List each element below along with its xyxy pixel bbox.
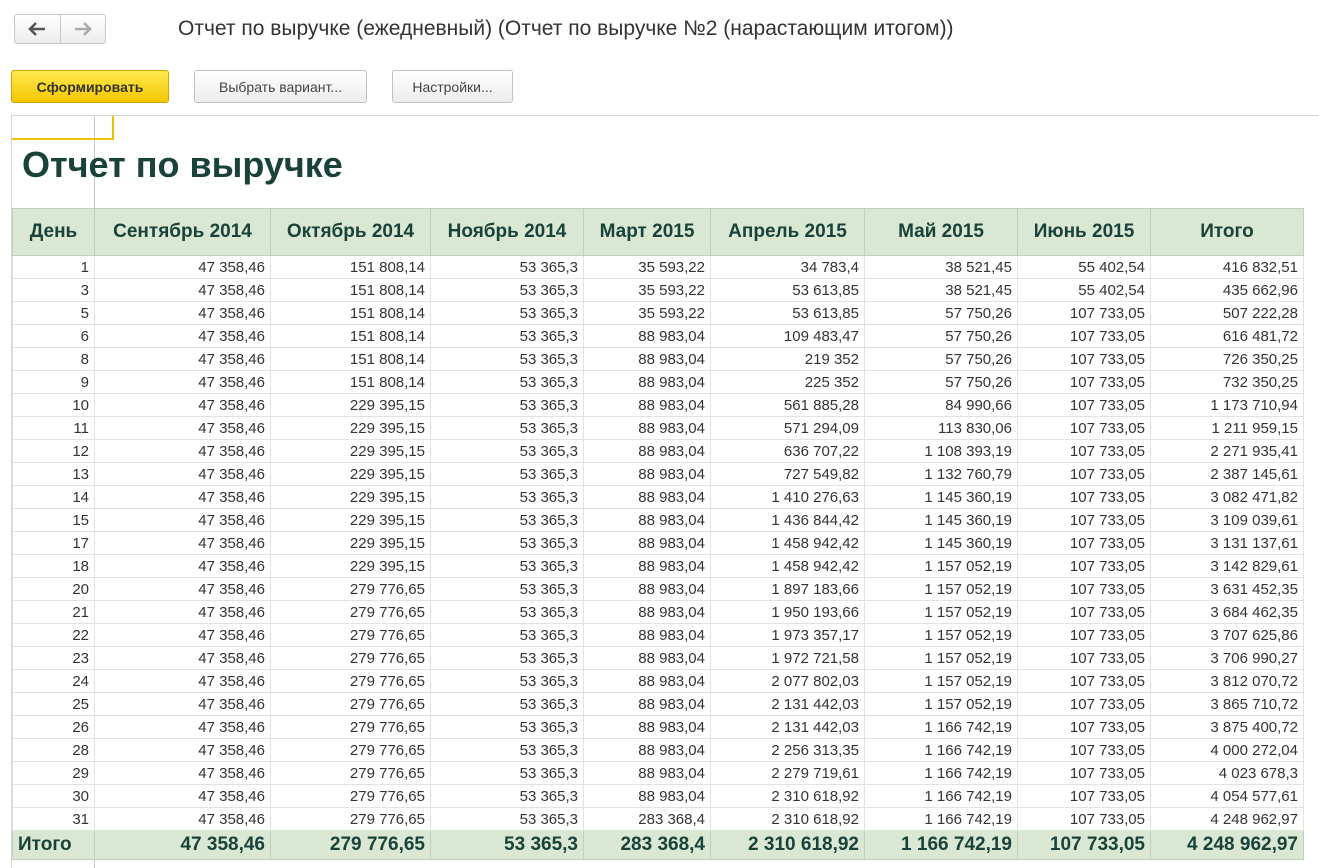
table-cell[interactable]: 47 358,46: [95, 647, 271, 670]
table-cell[interactable]: 225 352: [711, 371, 865, 394]
table-cell[interactable]: 53 365,3: [431, 532, 584, 555]
table-row: [13, 785, 1304, 808]
table-cell[interactable]: 2 131 442,03: [711, 716, 865, 739]
table-cell[interactable]: 229 395,15: [271, 440, 431, 463]
totals-cell[interactable]: 53 365,3: [431, 831, 584, 860]
table-cell[interactable]: 47 358,46: [95, 532, 271, 555]
table-cell[interactable]: 88 983,04: [584, 463, 711, 486]
table-cell[interactable]: 279 776,65: [271, 739, 431, 762]
table-cell[interactable]: 57 750,26: [865, 371, 1018, 394]
table-cell[interactable]: 616 481,72: [1151, 325, 1304, 348]
table-cell[interactable]: 219 352: [711, 348, 865, 371]
table-cell[interactable]: 47 358,46: [95, 624, 271, 647]
table-cell[interactable]: 1 157 052,19: [865, 670, 1018, 693]
table-row: [13, 463, 1304, 486]
table-cell[interactable]: 24: [13, 670, 95, 693]
table-cell[interactable]: 47 358,46: [95, 394, 271, 417]
table-cell[interactable]: 279 776,65: [271, 693, 431, 716]
column-header: Октябрь 2014: [271, 209, 431, 256]
table-cell[interactable]: 88 983,04: [584, 532, 711, 555]
table-cell[interactable]: 229 395,15: [271, 555, 431, 578]
table-cell[interactable]: 53 365,3: [431, 693, 584, 716]
table-cell[interactable]: 107 733,05: [1018, 509, 1151, 532]
table-cell[interactable]: 5: [13, 302, 95, 325]
table-cell[interactable]: 279 776,65: [271, 647, 431, 670]
table-cell[interactable]: 283 368,4: [584, 808, 711, 831]
settings-button[interactable]: Настройки...: [392, 70, 513, 103]
table-cell[interactable]: 151 808,14: [271, 371, 431, 394]
totals-cell[interactable]: 4 248 962,97: [1151, 831, 1304, 860]
table-cell[interactable]: 28: [13, 739, 95, 762]
table-cell[interactable]: 113 830,06: [865, 417, 1018, 440]
table-cell[interactable]: 1 157 052,19: [865, 624, 1018, 647]
table-cell[interactable]: 107 733,05: [1018, 762, 1151, 785]
table-cell[interactable]: 47 358,46: [95, 578, 271, 601]
totals-cell[interactable]: 2 310 618,92: [711, 831, 865, 860]
back-button[interactable]: [15, 15, 60, 43]
column-header: Май 2015: [865, 209, 1018, 256]
table-cell[interactable]: 1 132 760,79: [865, 463, 1018, 486]
table-cell[interactable]: 1 157 052,19: [865, 555, 1018, 578]
table-cell[interactable]: 47 358,46: [95, 601, 271, 624]
table-cell[interactable]: 107 733,05: [1018, 693, 1151, 716]
table-row: [13, 716, 1304, 739]
table-header-row: [13, 209, 1304, 256]
table-cell[interactable]: 47 358,46: [95, 670, 271, 693]
table-cell[interactable]: 53 365,3: [431, 302, 584, 325]
table-cell[interactable]: 47 358,46: [95, 555, 271, 578]
table-cell[interactable]: 435 662,96: [1151, 279, 1304, 302]
table-row: [13, 509, 1304, 532]
table-cell[interactable]: 2 310 618,92: [711, 785, 865, 808]
table-row: [13, 279, 1304, 302]
table-cell[interactable]: 561 885,28: [711, 394, 865, 417]
totals-row: [13, 831, 1304, 860]
table-cell[interactable]: 53 365,3: [431, 463, 584, 486]
table-cell[interactable]: 57 750,26: [865, 325, 1018, 348]
table-cell[interactable]: 9: [13, 371, 95, 394]
table-cell[interactable]: 4 000 272,04: [1151, 739, 1304, 762]
table-cell[interactable]: 3 142 829,61: [1151, 555, 1304, 578]
table-cell[interactable]: 21: [13, 601, 95, 624]
table-cell[interactable]: 34 783,4: [711, 256, 865, 279]
table-cell[interactable]: 107 733,05: [1018, 624, 1151, 647]
table-cell[interactable]: 1 166 742,19: [865, 739, 1018, 762]
table-row: [13, 762, 1304, 785]
table-cell[interactable]: 47 358,46: [95, 256, 271, 279]
table-cell[interactable]: 1 458 942,42: [711, 532, 865, 555]
table-cell[interactable]: 53 365,3: [431, 486, 584, 509]
table-cell[interactable]: 1 145 360,19: [865, 486, 1018, 509]
table-cell[interactable]: 727 549,82: [711, 463, 865, 486]
table-row: [13, 371, 1304, 394]
table-cell[interactable]: 88 983,04: [584, 578, 711, 601]
table-cell[interactable]: 88 983,04: [584, 509, 711, 532]
table-cell[interactable]: 1 157 052,19: [865, 601, 1018, 624]
table-cell[interactable]: 47 358,46: [95, 440, 271, 463]
table-cell[interactable]: 107 733,05: [1018, 486, 1151, 509]
table-cell[interactable]: 47 358,46: [95, 509, 271, 532]
table-cell[interactable]: 23: [13, 647, 95, 670]
table-cell[interactable]: 88 983,04: [584, 785, 711, 808]
table-cell[interactable]: 2 131 442,03: [711, 693, 865, 716]
table-cell[interactable]: 53 365,3: [431, 371, 584, 394]
table-cell[interactable]: 107 733,05: [1018, 417, 1151, 440]
table-cell[interactable]: 88 983,04: [584, 762, 711, 785]
table-cell[interactable]: 3 631 452,35: [1151, 578, 1304, 601]
table-cell[interactable]: 1 410 276,63: [711, 486, 865, 509]
table-cell[interactable]: 47 358,46: [95, 279, 271, 302]
table-cell[interactable]: 3 812 070,72: [1151, 670, 1304, 693]
table-cell[interactable]: 1 897 183,66: [711, 578, 865, 601]
table-cell[interactable]: 47 358,46: [95, 348, 271, 371]
table-cell[interactable]: 53 365,3: [431, 348, 584, 371]
navigation-buttons: [14, 14, 106, 44]
table-cell[interactable]: 279 776,65: [271, 716, 431, 739]
report-sheet[interactable]: [11, 115, 1319, 868]
table-cell[interactable]: 151 808,14: [271, 256, 431, 279]
table-cell[interactable]: 1 145 360,19: [865, 532, 1018, 555]
table-cell[interactable]: 2 271 935,41: [1151, 440, 1304, 463]
table-cell[interactable]: 107 733,05: [1018, 647, 1151, 670]
table-cell[interactable]: 1 436 844,42: [711, 509, 865, 532]
table-cell[interactable]: 47 358,46: [95, 486, 271, 509]
table-cell[interactable]: 38 521,45: [865, 256, 1018, 279]
table-cell[interactable]: 107 733,05: [1018, 555, 1151, 578]
table-cell[interactable]: 17: [13, 532, 95, 555]
table-cell[interactable]: 2 279 719,61: [711, 762, 865, 785]
table-cell[interactable]: 84 990,66: [865, 394, 1018, 417]
table-cell[interactable]: 1 157 052,19: [865, 693, 1018, 716]
table-cell[interactable]: 53 365,3: [431, 624, 584, 647]
table-cell[interactable]: 2 310 618,92: [711, 808, 865, 831]
table-cell[interactable]: 35 593,22: [584, 256, 711, 279]
table-cell[interactable]: 53 365,3: [431, 739, 584, 762]
table-cell[interactable]: 88 983,04: [584, 325, 711, 348]
table-cell[interactable]: 107 733,05: [1018, 302, 1151, 325]
table-cell[interactable]: 151 808,14: [271, 348, 431, 371]
table-cell[interactable]: 107 733,05: [1018, 325, 1151, 348]
table-cell[interactable]: 229 395,15: [271, 509, 431, 532]
table-cell[interactable]: 2 256 313,35: [711, 739, 865, 762]
arrow-left-icon: [28, 22, 46, 36]
table-cell[interactable]: 88 983,04: [584, 739, 711, 762]
table-cell[interactable]: 1 173 710,94: [1151, 394, 1304, 417]
table-row: [13, 693, 1304, 716]
table-row: [13, 325, 1304, 348]
table-cell[interactable]: 3: [13, 279, 95, 302]
table-cell[interactable]: 53 365,3: [431, 256, 584, 279]
table-cell[interactable]: 4 023 678,3: [1151, 762, 1304, 785]
table-cell[interactable]: 53 613,85: [711, 279, 865, 302]
table-cell[interactable]: 10: [13, 394, 95, 417]
table-cell[interactable]: 726 350,25: [1151, 348, 1304, 371]
table-cell[interactable]: 47 358,46: [95, 302, 271, 325]
table-cell[interactable]: 47 358,46: [95, 325, 271, 348]
table-cell[interactable]: 53 365,3: [431, 509, 584, 532]
table-cell[interactable]: 35 593,22: [584, 279, 711, 302]
table-cell[interactable]: 3 865 710,72: [1151, 693, 1304, 716]
table-cell[interactable]: 1 458 942,42: [711, 555, 865, 578]
table-cell[interactable]: 571 294,09: [711, 417, 865, 440]
table-cell[interactable]: 18: [13, 555, 95, 578]
table-cell[interactable]: 416 832,51: [1151, 256, 1304, 279]
table-cell[interactable]: 229 395,15: [271, 394, 431, 417]
table-row: [13, 394, 1304, 417]
table-row: [13, 417, 1304, 440]
table-cell[interactable]: 3 131 137,61: [1151, 532, 1304, 555]
table-cell[interactable]: 107 733,05: [1018, 463, 1151, 486]
table-cell[interactable]: 3 082 471,82: [1151, 486, 1304, 509]
table-cell[interactable]: 107 733,05: [1018, 716, 1151, 739]
top-bar: [0, 0, 1319, 62]
report-table: [12, 208, 1304, 860]
table-cell[interactable]: 107 733,05: [1018, 394, 1151, 417]
totals-cell[interactable]: 1 166 742,19: [865, 831, 1018, 860]
table-cell[interactable]: 88 983,04: [584, 486, 711, 509]
table-cell[interactable]: 1: [13, 256, 95, 279]
table-row: [13, 670, 1304, 693]
generate-button[interactable]: Сформировать: [11, 70, 169, 103]
table-body: [13, 256, 1304, 831]
table-cell[interactable]: 6: [13, 325, 95, 348]
table-cell[interactable]: 279 776,65: [271, 601, 431, 624]
table-cell[interactable]: 151 808,14: [271, 279, 431, 302]
table-cell[interactable]: 3 684 462,35: [1151, 601, 1304, 624]
totals-cell[interactable]: 107 733,05: [1018, 831, 1151, 860]
table-cell[interactable]: 53 365,3: [431, 808, 584, 831]
table-cell[interactable]: 88 983,04: [584, 647, 711, 670]
table-cell[interactable]: 53 365,3: [431, 325, 584, 348]
table-cell[interactable]: 53 365,3: [431, 785, 584, 808]
table-row: [13, 578, 1304, 601]
table-cell[interactable]: 151 808,14: [271, 302, 431, 325]
table-row: [13, 739, 1304, 762]
table-cell[interactable]: 1 145 360,19: [865, 509, 1018, 532]
table-cell[interactable]: 29: [13, 762, 95, 785]
table-cell[interactable]: 636 707,22: [711, 440, 865, 463]
table-cell[interactable]: 53 365,3: [431, 716, 584, 739]
table-cell[interactable]: 26: [13, 716, 95, 739]
table-cell[interactable]: 57 750,26: [865, 348, 1018, 371]
column-header: Сентябрь 2014: [95, 209, 271, 256]
table-row: [13, 302, 1304, 325]
table-row: [13, 348, 1304, 371]
table-cell[interactable]: 1 166 742,19: [865, 716, 1018, 739]
table-cell[interactable]: 53 365,3: [431, 394, 584, 417]
table-cell[interactable]: 229 395,15: [271, 486, 431, 509]
table-cell[interactable]: 55 402,54: [1018, 279, 1151, 302]
totals-cell[interactable]: 279 776,65: [271, 831, 431, 860]
table-cell[interactable]: 107 733,05: [1018, 348, 1151, 371]
totals-cell[interactable]: 47 358,46: [95, 831, 271, 860]
table-cell[interactable]: 53 365,3: [431, 279, 584, 302]
table-cell[interactable]: 53 365,3: [431, 578, 584, 601]
table-cell[interactable]: 3 707 625,86: [1151, 624, 1304, 647]
table-cell[interactable]: 3 706 990,27: [1151, 647, 1304, 670]
table-cell[interactable]: 53 365,3: [431, 555, 584, 578]
table-cell[interactable]: 107 733,05: [1018, 578, 1151, 601]
window-title: Отчет по выручке (ежедневный) (Отчет по выручке №2 (нарастающим итогом)): [178, 17, 954, 40]
table-cell[interactable]: 88 983,04: [584, 394, 711, 417]
table-cell[interactable]: 1 166 742,19: [865, 785, 1018, 808]
table-cell[interactable]: 13: [13, 463, 95, 486]
table-cell[interactable]: 229 395,15: [271, 463, 431, 486]
table-cell[interactable]: 53 365,3: [431, 670, 584, 693]
table-cell[interactable]: 38 521,45: [865, 279, 1018, 302]
table-cell[interactable]: 47 358,46: [95, 808, 271, 831]
table-cell[interactable]: 55 402,54: [1018, 256, 1151, 279]
table-cell[interactable]: 88 983,04: [584, 371, 711, 394]
select-variant-button[interactable]: Выбрать вариант...: [194, 70, 367, 103]
table-cell[interactable]: 53 365,3: [431, 647, 584, 670]
table-row: [13, 486, 1304, 509]
table-cell[interactable]: 53 365,3: [431, 417, 584, 440]
table-cell[interactable]: 47 358,46: [95, 716, 271, 739]
table-cell[interactable]: 14: [13, 486, 95, 509]
table-cell[interactable]: 1 211 959,15: [1151, 417, 1304, 440]
table-cell[interactable]: 279 776,65: [271, 762, 431, 785]
table-cell[interactable]: 279 776,65: [271, 808, 431, 831]
table-cell[interactable]: 88 983,04: [584, 693, 711, 716]
table-cell[interactable]: 2 387 145,61: [1151, 463, 1304, 486]
table-cell[interactable]: 53 365,3: [431, 601, 584, 624]
table-cell[interactable]: 47 358,46: [95, 762, 271, 785]
command-bar: [0, 68, 1319, 108]
table-row: [13, 256, 1304, 279]
table-cell[interactable]: 47 358,46: [95, 417, 271, 440]
table-cell[interactable]: 20: [13, 578, 95, 601]
table-cell[interactable]: 12: [13, 440, 95, 463]
table-cell[interactable]: 229 395,15: [271, 532, 431, 555]
table-row: [13, 440, 1304, 463]
table-cell[interactable]: 107 733,05: [1018, 601, 1151, 624]
table-cell[interactable]: 1 108 393,19: [865, 440, 1018, 463]
table-cell[interactable]: 15: [13, 509, 95, 532]
column-header: Март 2015: [584, 209, 711, 256]
table-cell[interactable]: 47 358,46: [95, 371, 271, 394]
table-cell[interactable]: 107 733,05: [1018, 670, 1151, 693]
table-cell[interactable]: 3 109 039,61: [1151, 509, 1304, 532]
table-cell[interactable]: 279 776,65: [271, 670, 431, 693]
table-cell[interactable]: 57 750,26: [865, 302, 1018, 325]
arrow-right-icon: [74, 22, 92, 36]
table-cell[interactable]: 1 950 193,66: [711, 601, 865, 624]
table-cell[interactable]: 8: [13, 348, 95, 371]
column-header: Итого: [1151, 209, 1304, 256]
table-cell[interactable]: 53 365,3: [431, 762, 584, 785]
table-row: [13, 601, 1304, 624]
table-cell[interactable]: 22: [13, 624, 95, 647]
table-cell[interactable]: 107 733,05: [1018, 532, 1151, 555]
table-cell[interactable]: 732 350,25: [1151, 371, 1304, 394]
table-cell[interactable]: 88 983,04: [584, 716, 711, 739]
table-cell[interactable]: 35 593,22: [584, 302, 711, 325]
column-header: Ноябрь 2014: [431, 209, 584, 256]
column-header: Апрель 2015: [711, 209, 865, 256]
column-header: Июнь 2015: [1018, 209, 1151, 256]
table-cell[interactable]: 107 733,05: [1018, 739, 1151, 762]
table-row: [13, 532, 1304, 555]
table-cell[interactable]: 47 358,46: [95, 785, 271, 808]
table-cell[interactable]: 4 248 962,97: [1151, 808, 1304, 831]
table-cell[interactable]: 47 358,46: [95, 739, 271, 762]
table-cell[interactable]: 31: [13, 808, 95, 831]
table-cell[interactable]: 1 157 052,19: [865, 647, 1018, 670]
table-cell[interactable]: 47 358,46: [95, 693, 271, 716]
table-cell[interactable]: 1 972 721,58: [711, 647, 865, 670]
table-cell[interactable]: 88 983,04: [584, 348, 711, 371]
table-row: [13, 624, 1304, 647]
table-cell[interactable]: 4 054 577,61: [1151, 785, 1304, 808]
table-row: [13, 808, 1304, 831]
table-cell[interactable]: 107 733,05: [1018, 440, 1151, 463]
table-cell[interactable]: 88 983,04: [584, 417, 711, 440]
totals-label[interactable]: Итого: [13, 831, 95, 860]
table-cell[interactable]: 3 875 400,72: [1151, 716, 1304, 739]
table-cell[interactable]: 88 983,04: [584, 624, 711, 647]
table-cell[interactable]: 107 733,05: [1018, 785, 1151, 808]
table-row: [13, 647, 1304, 670]
table-cell[interactable]: 25: [13, 693, 95, 716]
table-cell[interactable]: 1 973 357,17: [711, 624, 865, 647]
table-cell[interactable]: 88 983,04: [584, 670, 711, 693]
table-cell[interactable]: 88 983,04: [584, 601, 711, 624]
table-cell[interactable]: 88 983,04: [584, 440, 711, 463]
column-header: День: [13, 209, 95, 256]
active-cell-marker: [12, 116, 114, 140]
table-cell[interactable]: 1 166 742,19: [865, 762, 1018, 785]
report-title: Отчет по выручке: [22, 144, 343, 185]
table-row: [13, 555, 1304, 578]
table-cell[interactable]: 151 808,14: [271, 325, 431, 348]
table-cell[interactable]: 279 776,65: [271, 578, 431, 601]
table-cell[interactable]: 107 733,05: [1018, 808, 1151, 831]
table-cell[interactable]: 279 776,65: [271, 785, 431, 808]
table-cell[interactable]: 30: [13, 785, 95, 808]
table-cell[interactable]: 279 776,65: [271, 624, 431, 647]
table-cell[interactable]: 507 222,28: [1151, 302, 1304, 325]
totals-cell[interactable]: 283 368,4: [584, 831, 711, 860]
table-cell[interactable]: 47 358,46: [95, 463, 271, 486]
table-cell[interactable]: 88 983,04: [584, 555, 711, 578]
table-cell[interactable]: 2 077 802,03: [711, 670, 865, 693]
table-cell[interactable]: 53 365,3: [431, 440, 584, 463]
table-cell[interactable]: 109 483,47: [711, 325, 865, 348]
table-cell[interactable]: 1 157 052,19: [865, 578, 1018, 601]
table-cell[interactable]: 229 395,15: [271, 417, 431, 440]
table-cell[interactable]: 107 733,05: [1018, 371, 1151, 394]
table-cell[interactable]: 53 613,85: [711, 302, 865, 325]
table-cell[interactable]: 11: [13, 417, 95, 440]
table-cell[interactable]: 1 166 742,19: [865, 808, 1018, 831]
forward-button[interactable]: [60, 15, 105, 43]
